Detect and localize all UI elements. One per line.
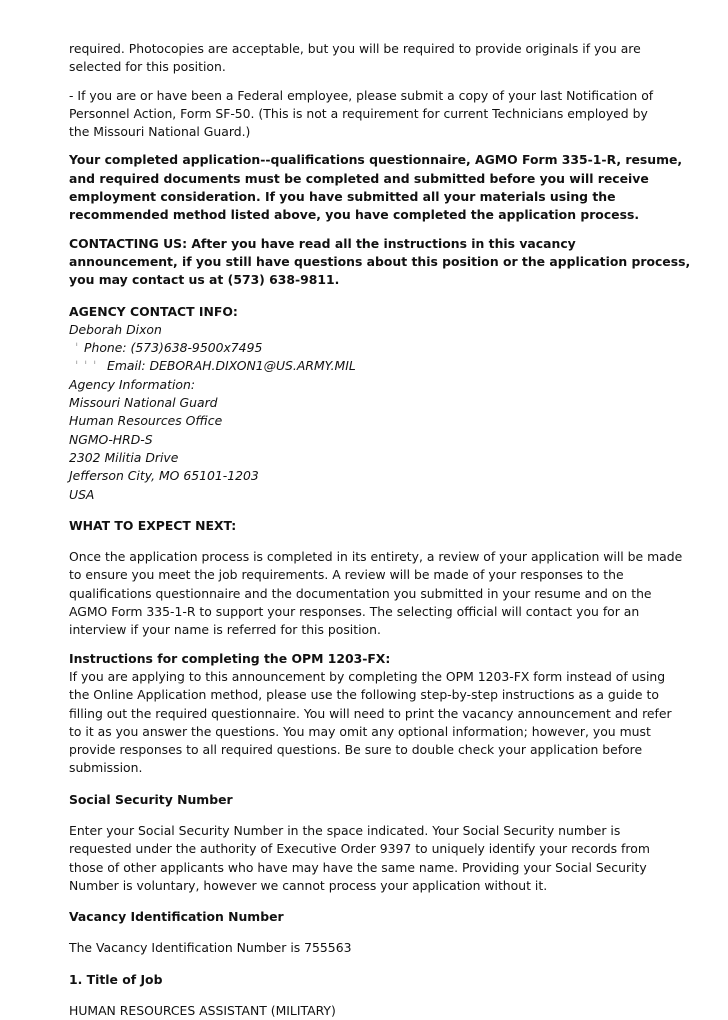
text-line: required. Photocopies are acceptable, but you will be required to provide originals if you are xyxy=(69,41,641,56)
text-line: - If you are or have been a Federal employee, please submit a copy of your last Notification of xyxy=(69,87,654,103)
text-line: submission. xyxy=(69,760,143,776)
text-line: interview if your name is referred for this position. xyxy=(69,622,381,638)
contact-phone: Phone: (573)638-9500x7495 xyxy=(84,340,263,356)
document-page xyxy=(69,40,691,1020)
job-title-text: HUMAN RESOURCES ASSISTANT (MILITARY) xyxy=(69,1003,336,1019)
agency-country: USA xyxy=(69,486,95,502)
text-line: selected for this position. xyxy=(69,59,226,75)
agency-code: NGMO-HRD-S xyxy=(69,431,153,447)
text-line: announcement, if you still have questions about this position or the application process, xyxy=(69,253,691,269)
paragraph-originals xyxy=(69,40,669,77)
text-line: Number is voluntary, however we cannot process your application without it. xyxy=(69,877,548,893)
title-of-job-heading: 1. Title of Job xyxy=(69,971,163,987)
bullet-mark-icon: ˈ xyxy=(93,358,97,374)
text-line: Your completed application--qualifications questionnaire, AGMO Form 335-1-R, resume, xyxy=(69,152,683,168)
text-line: provide responses to all required questions. Be sure to double check your application before xyxy=(69,742,643,758)
text-line: qualifications questionnaire and the documentation you submitted in your resume and on the xyxy=(69,585,652,601)
bullet-mark-icon: ˈ xyxy=(75,340,79,356)
agency-heading: AGENCY CONTACT INFO: xyxy=(69,303,238,319)
text-line: Personnel Action, Form SF-50. (This is not a requirement for current Technicians employed by xyxy=(69,105,648,121)
text-line: you may contact us at (573) 638-9811. xyxy=(69,272,340,288)
bullet-mark-icon: ˈ xyxy=(75,358,79,374)
text-line: filling out the required questionnaire. You will need to print the vacancy announcement and refer xyxy=(69,705,672,721)
paragraph-sf50 xyxy=(69,87,669,142)
opm-heading: Instructions for completing the OPM 1203-FX: xyxy=(69,650,391,666)
text-line: the Missouri National Guard.) xyxy=(69,124,251,140)
paragraph-ssn xyxy=(69,822,669,895)
agency-street: 2302 Militia Drive xyxy=(69,449,179,465)
expect-heading: WHAT TO EXPECT NEXT: xyxy=(69,517,237,533)
agency-info-label: Agency Information: xyxy=(69,376,196,392)
text-line: If you are applying to this announcement by completing the OPM 1203-FX form instead of using xyxy=(69,668,666,684)
contact-phone-row xyxy=(69,339,669,357)
agency-office: Human Resources Office xyxy=(69,413,223,429)
agency-org: Missouri National Guard xyxy=(69,395,218,411)
paragraph-opm-instructions xyxy=(69,650,672,778)
bullet-mark-icon: ˈ xyxy=(84,358,88,374)
vacancy-number-text: The Vacancy Identification Number is 755563 xyxy=(69,940,352,956)
text-line: Enter your Social Security Number in the space indicated. Your Social Security number is xyxy=(69,822,621,838)
paragraph-what-to-expect xyxy=(69,548,683,639)
contact-email-row xyxy=(69,357,669,375)
paragraph-contacting-us xyxy=(69,235,691,290)
text-line: recommended method listed above, you have completed the application process. xyxy=(69,207,640,223)
ssn-heading: Social Security Number xyxy=(69,791,233,807)
agency-contact-block xyxy=(69,303,669,504)
text-line: requested under the authority of Executive Order 9397 to uniquely identify your records from xyxy=(69,841,650,857)
text-line: to ensure you meet the job requirements. A review will be made of your responses to the xyxy=(69,567,624,583)
agency-city: Jefferson City, MO 65101-1203 xyxy=(69,468,259,484)
vacancy-heading: Vacancy Identification Number xyxy=(69,909,284,925)
text-line: those of other applicants who have may have the same name. Providing your Social Security xyxy=(69,859,647,875)
text-line: employment consideration. If you have submitted all your materials using the xyxy=(69,189,616,205)
contact-email[interactable]: Email: DEBORAH.DIXON1@US.ARMY.MIL xyxy=(107,358,356,374)
text-line: and required documents must be completed and submitted before you will receive xyxy=(69,170,649,186)
text-line: Once the application process is completed in its entirety, a review of your application will be made xyxy=(69,549,683,565)
paragraph-completed-application xyxy=(69,151,683,224)
text-line: the Online Application method, please use the following step-by-step instructions as a guide to xyxy=(69,687,659,703)
text-line: AGMO Form 335-1-R to support your responses. The selecting official will contact you for an xyxy=(69,604,640,620)
text-line: to it as you answer the questions. You may omit any optional information; however, you must xyxy=(69,723,651,739)
contact-name: Deborah Dixon xyxy=(69,321,162,337)
text-line: CONTACTING US: After you have read all the instructions in this vacancy xyxy=(69,235,576,251)
